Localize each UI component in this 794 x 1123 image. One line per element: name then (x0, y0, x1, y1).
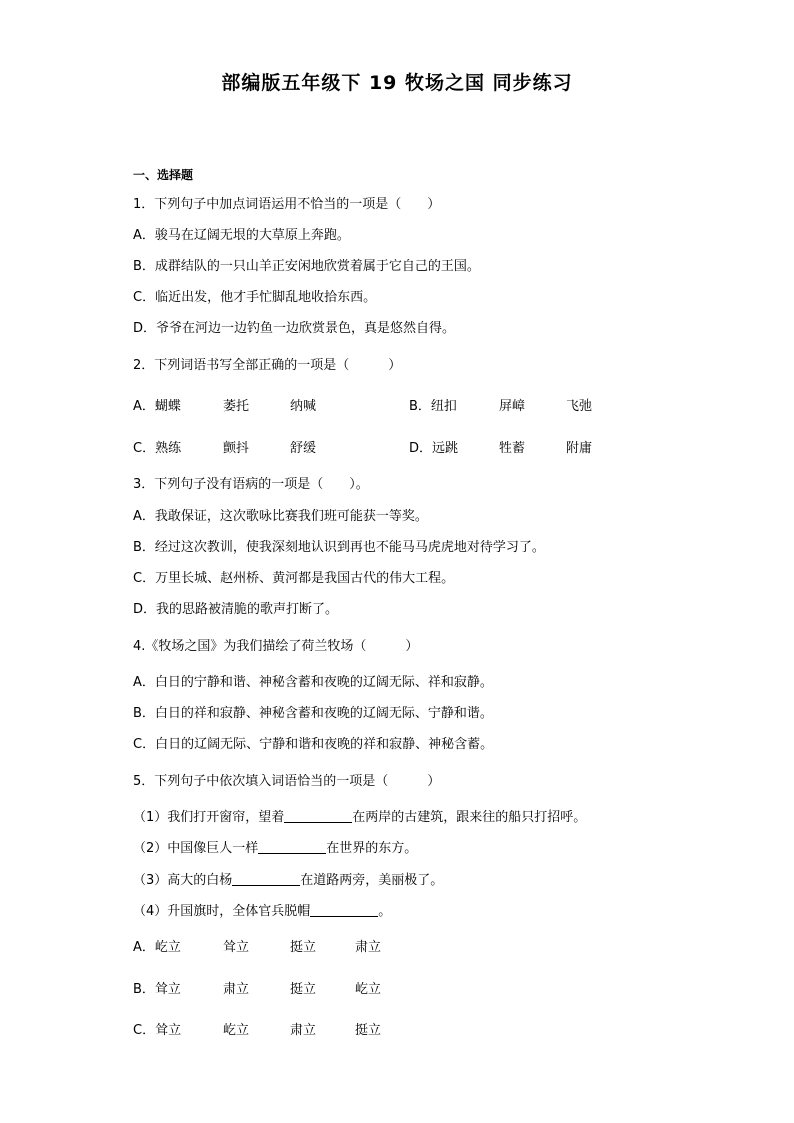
question-5-item-2 (133, 837, 417, 856)
option-word: D．远跳 (409, 441, 459, 456)
question-1-option-c: C．临近出发，他才手忙脚乱地收拾东西。 (133, 290, 377, 305)
option-word: 挺立 (290, 940, 317, 955)
question-3-option-c: C．万里长城、赵州桥、黄河都是我国古代的伟大工程。 (133, 571, 455, 586)
item-text-after: 在道路两旁，美丽极了。 (300, 873, 444, 888)
question-3-option-b: B．经过这次教训，使我深刻地认识到再也不能马马虎虎地对待学习了。 (133, 540, 545, 555)
question-5-item-3 (133, 869, 443, 888)
question-1-option-a: A．骏马在辽阔无垠的大草原上奔跑。 (133, 228, 350, 243)
question-5-item-1 (133, 806, 586, 825)
option-word: 屹立 (355, 982, 382, 997)
option-word: 萎托 (223, 399, 250, 414)
question-5-stem: 5．下列句子中依次填入词语恰当的一项是（ ） (133, 774, 441, 789)
question-1-stem: 1．下列句子中加点词语运用不恰当的一项是（ ） (133, 197, 441, 212)
item-text-after: 。 (378, 904, 392, 919)
item-text-after: 在世界的东方。 (326, 841, 418, 856)
option-word: 纳喊 (290, 399, 317, 414)
question-4-option-b: B．白日的祥和寂静、神秘含蓄和夜晚的辽阔无际、宁静和谐。 (133, 706, 493, 721)
option-word: 附庸 (566, 441, 593, 456)
question-5-item-4 (133, 900, 391, 919)
option-word: 挺立 (355, 1023, 382, 1038)
fill-blank (284, 809, 352, 823)
question-3-option-a: A．我敢保证，这次歌咏比赛我们班可能获一等奖。 (133, 509, 428, 524)
option-word: 牲蓄 (499, 441, 526, 456)
option-word: 肃立 (223, 982, 250, 997)
item-text-before: （3）高大的白杨 (133, 873, 233, 888)
question-4-option-a: A．白日的宁静和谐、神秘含蓄和夜晚的辽阔无际、祥和寂静。 (133, 675, 493, 690)
fill-blank (258, 840, 326, 854)
item-text-before: （4）升国旗时，全体官兵脱帽 (133, 904, 311, 919)
option-word: A．屹立 (133, 940, 181, 955)
option-word: B．纽扣 (409, 399, 457, 414)
fill-blank (310, 903, 378, 917)
option-word: 屏嶂 (499, 399, 526, 414)
item-text-after: 在两岸的古建筑，跟来往的船只打招呼。 (352, 810, 587, 825)
page-title: 部编版五年级下 19 牧场之国 同步练习 (221, 72, 573, 94)
option-word: 舒缓 (290, 441, 317, 456)
item-text-before: （1）我们打开窗帘，望着 (133, 810, 285, 825)
option-word: 颤抖 (223, 441, 250, 456)
option-word: C．熟练 (133, 441, 182, 456)
question-2-stem: 2．下列词语书写全部正确的一项是（ ） (133, 358, 402, 373)
option-word: 肃立 (355, 940, 382, 955)
question-3-option-d: D．我的思路被清脆的歌声打断了。 (133, 602, 339, 617)
option-word: 耸立 (223, 940, 250, 955)
fill-blank (232, 872, 300, 886)
question-4-option-c: C．白日的辽阔无际、宁静和谐和夜晚的祥和寂静、神秘含蓄。 (133, 737, 494, 752)
item-text-before: （2）中国像巨人一样 (133, 841, 259, 856)
question-1-option-d: D．爷爷在河边一边钓鱼一边欣赏景色，真是悠然自得。 (133, 321, 456, 336)
section-heading: 一、选择题 (133, 168, 194, 182)
option-word: 挺立 (290, 982, 317, 997)
option-word: 屹立 (223, 1023, 250, 1038)
option-word: A．蝴蝶 (133, 399, 181, 414)
option-word: 肃立 (290, 1023, 317, 1038)
question-3-stem: 3．下列句子没有语病的一项是（ ）。 (133, 477, 369, 492)
question-4-stem: 4.《牧场之国》为我们描绘了荷兰牧场（ ） (133, 639, 419, 654)
option-word: B．耸立 (133, 982, 181, 997)
question-1-option-b: B．成群结队的一只山羊正安闲地欣赏着属于它自己的王国。 (133, 259, 480, 274)
option-word: C．耸立 (133, 1023, 182, 1038)
option-word: 飞弛 (566, 399, 593, 414)
